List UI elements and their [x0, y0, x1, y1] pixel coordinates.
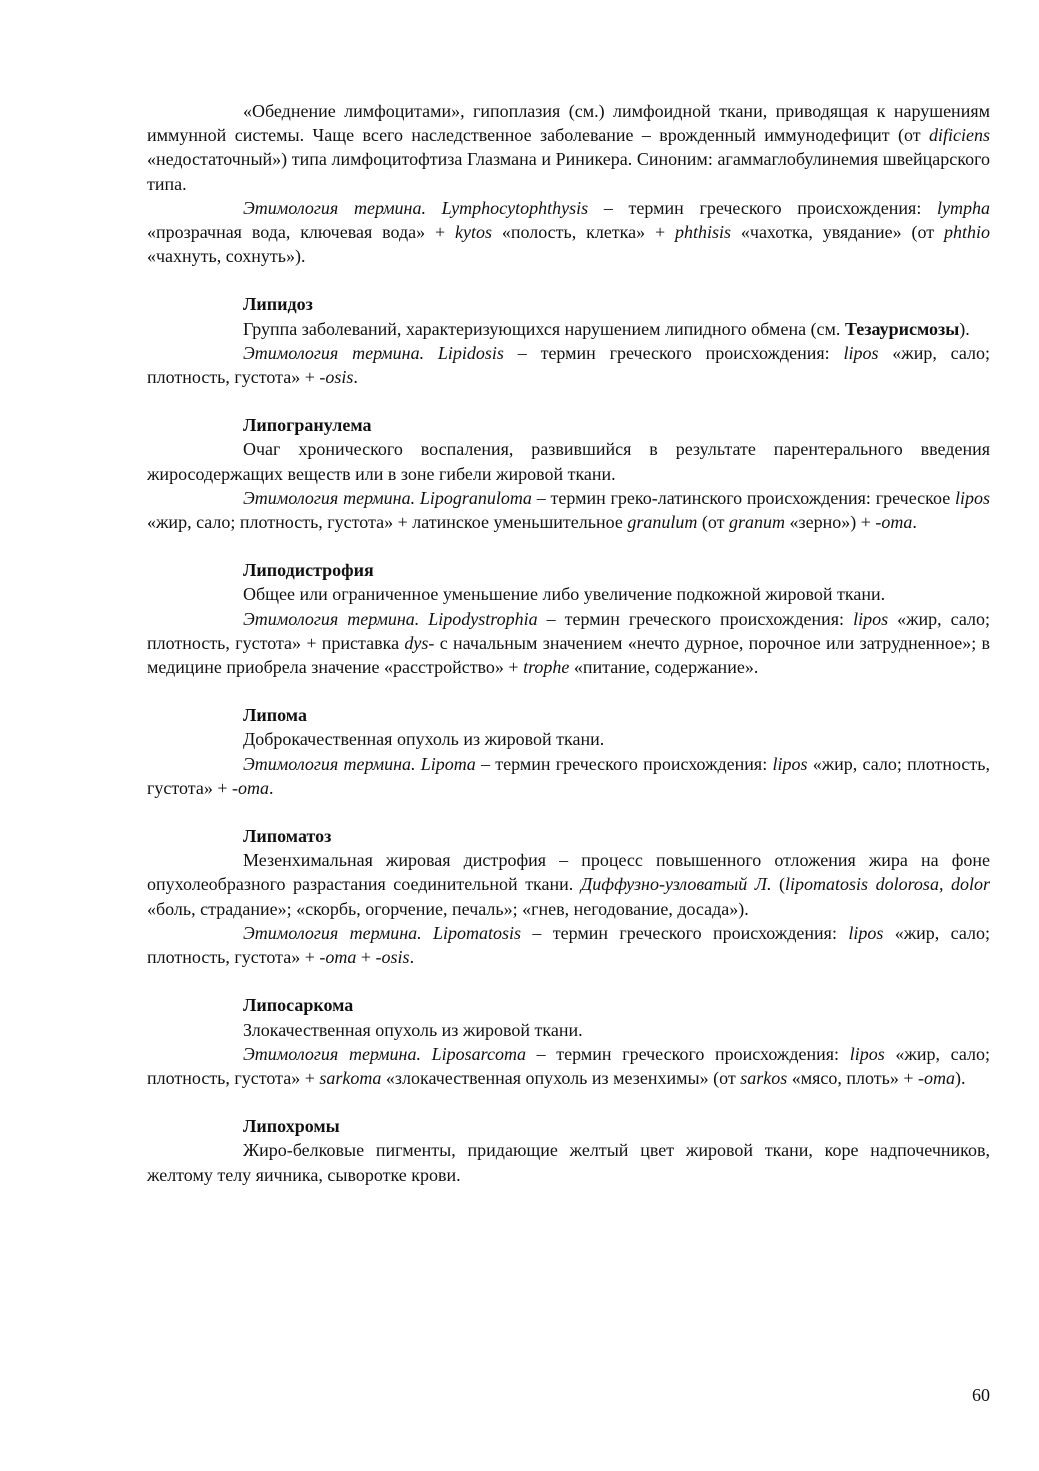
text-run: Злокачественная опухоль из жировой ткани. — [243, 1019, 583, 1040]
entry-spacer — [147, 1090, 990, 1114]
text-run: «жир, сало; плотность, густота» + приставка — [147, 608, 990, 653]
text-run: + — [356, 947, 376, 968]
italic-term: lipos — [772, 753, 808, 774]
italic-term: lipomatosis dolorosa, dolor — [785, 874, 990, 895]
italic-term: -oma — [918, 1067, 955, 1088]
italic-term: lipos — [843, 342, 879, 363]
italic-term: granulum — [627, 512, 698, 533]
text-run: «жир, сало; плотность, густота» + — [147, 922, 990, 968]
italic-term: dificiens — [929, 125, 990, 146]
italic-term: -osis — [319, 367, 354, 388]
italic-term: lipos — [853, 608, 889, 629]
entry-definition — [147, 1138, 990, 1186]
text-run: «чахнуть, сохнуть»). — [147, 246, 306, 267]
text-run: ). — [959, 318, 970, 339]
document-page — [147, 99, 990, 1187]
text-run: «Обеднение лимфоцитами», гипоплазия (см.) лимфоидной ткани, приводящая к нарушениям иммунной системы. Чаще всего наследственное заболевание – врожденный иммунодефицит (от — [147, 101, 990, 146]
italic-term: Этимология термина. Lipogranuloma — [243, 487, 532, 508]
text-run: Жиро-белковые пигменты, придающие желтый цвет жировой ткани, коре надпочечников, желтому телу яичника, сыворотке крови. — [147, 1140, 990, 1185]
entry-spacer — [147, 389, 990, 413]
italic-term: -oma — [875, 512, 913, 533]
entry-title: Липидоз — [243, 294, 313, 315]
entry-definition — [147, 582, 990, 606]
italic-term: lympha — [937, 197, 991, 218]
text-run: (от — [697, 512, 729, 533]
text-run: «жир, сало; плотность, густота» + — [147, 753, 990, 798]
entry-etymology — [147, 486, 990, 534]
page-number: 60 — [972, 1385, 990, 1405]
italic-term: Этимология термина. Lipodystrophia — [243, 608, 538, 629]
text-run: «жир, сало; плотность, густота» + — [147, 1043, 990, 1088]
italic-term: -osis — [375, 947, 410, 968]
text-run: «зерно») + — [784, 512, 876, 533]
text-run: «питание, содержание». — [569, 657, 759, 678]
entry-title: Липома — [243, 705, 307, 726]
text-run: . — [912, 512, 917, 533]
italic-term: Этимология термина. Liposarcoma — [243, 1043, 526, 1064]
text-run: – термин греческого происхождения: — [588, 197, 938, 218]
entry-title: Липогранулема — [243, 415, 372, 436]
text-run: . — [409, 947, 415, 968]
italic-term: -oma — [232, 777, 269, 798]
intro-paragraph-definition — [147, 99, 990, 196]
text-run: – термин греческого происхождения: — [521, 922, 849, 943]
text-run: Очаг хронического воспаления, развившийся в результате парентерального введения жиросодержащих веществ или в зоне гибели жировой ткани. — [147, 439, 990, 484]
italic-term: lipos — [954, 487, 990, 508]
italic-term: Этимология термина. Lipidosis — [243, 342, 504, 363]
italic-term: -oma — [319, 947, 357, 968]
italic-term: Этимология термина. Lymphocytophthysis — [243, 197, 589, 218]
text-run: – термин греческого происхождения: — [537, 608, 854, 629]
text-run: «жир, сало; плотность, густота» + — [147, 342, 990, 388]
text-run: «боль, страдание»; «скорбь, огорчение, печаль»; «гнев, негодование, досада»). — [147, 898, 749, 919]
italic-term: phthisis — [675, 222, 732, 243]
text-run: . — [353, 367, 358, 388]
text-run: ). — [955, 1067, 966, 1088]
text-run: ( — [771, 874, 786, 895]
text-run: «жир, сало; плотность, густота» + латинское уменьшительное — [147, 512, 628, 533]
text-run: – термин греческого происхождения: — [525, 1043, 850, 1064]
text-run: – термин греческого происхождения: — [475, 753, 773, 774]
entry-title: Липохромы — [243, 1116, 340, 1137]
text-run: «мясо, плоть» + — [787, 1067, 918, 1088]
entry-spacer — [147, 268, 990, 292]
text-run: Общее или ограниченное уменьшение либо увеличение подкожной жировой ткани. — [243, 584, 886, 605]
entry-etymology — [147, 607, 990, 680]
entry-spacer — [147, 969, 990, 993]
entry-definition — [147, 317, 990, 341]
italic-term: Этимология термина. Lipoma — [243, 753, 476, 774]
entry-title: Липодистрофия — [243, 560, 374, 581]
italic-term: dys- — [404, 632, 435, 653]
italic-term: lipos — [848, 922, 884, 943]
text-run: «полость, клетка» + — [491, 222, 676, 243]
intro-paragraph-etymology — [147, 196, 990, 269]
entry-spacer — [147, 679, 990, 703]
italic-term: Диффузно-узловатый Л. — [580, 874, 772, 895]
italic-term: sarkos — [740, 1067, 788, 1088]
entry-title: Липосаркома — [243, 995, 354, 1016]
entry-spacer — [147, 800, 990, 824]
entry-title: Липоматоз — [243, 826, 332, 847]
dictionary-entries — [147, 268, 990, 1186]
entry-etymology — [147, 1042, 990, 1090]
entry-definition — [147, 437, 990, 485]
text-run: «чахотка, увядание» (от — [731, 222, 944, 243]
text-run: . — [269, 777, 274, 798]
entry-spacer — [147, 534, 990, 558]
entry-etymology — [147, 921, 990, 969]
entry-etymology — [147, 341, 990, 389]
text-run: «прозрачная вода, ключевая вода» + — [147, 222, 455, 243]
italic-term: trophe — [523, 657, 570, 678]
text-run: Доброкачественная опухоль из жировой ткани. — [243, 729, 605, 750]
text-run: с начальным значением «нечто дурное, порочное или затрудненное»; в медицине приобрела значение «расстройство» + — [147, 632, 990, 678]
text-run: Мезенхимальная жировая дистрофия – процесс повышенного отложения жира на фоне опухолеобразного разрастания соединительной ткани. — [147, 850, 990, 895]
italic-term: kytos — [455, 222, 492, 243]
text-run: – термин греческого происхождения: — [503, 342, 844, 363]
entry-definition — [147, 727, 990, 751]
entry-definition — [147, 848, 990, 921]
text-run: – термин греко-латинского происхождения: греческое — [531, 487, 955, 508]
italic-term: sarkoma — [319, 1067, 382, 1088]
italic-term: phthio — [943, 222, 990, 243]
text-run: «злокачественная опухоль из мезенхимы» (от — [381, 1067, 741, 1088]
italic-term: granum — [728, 512, 785, 533]
italic-term: lipos — [849, 1043, 885, 1064]
text-run: «недостаточный») типа лимфоцитофтиза Глазмана и Риникера. Синоним: агаммаглобулинемия швейцарского типа. — [147, 149, 990, 194]
bold-reference: Тезаурисмозы — [844, 318, 960, 339]
italic-term: Этимология термина. Lipomatosis — [243, 922, 522, 943]
entry-definition — [147, 1018, 990, 1042]
text-run: Группа заболеваний, характеризующихся нарушением липидного обмена (см. — [243, 318, 845, 339]
entry-etymology — [147, 752, 990, 800]
